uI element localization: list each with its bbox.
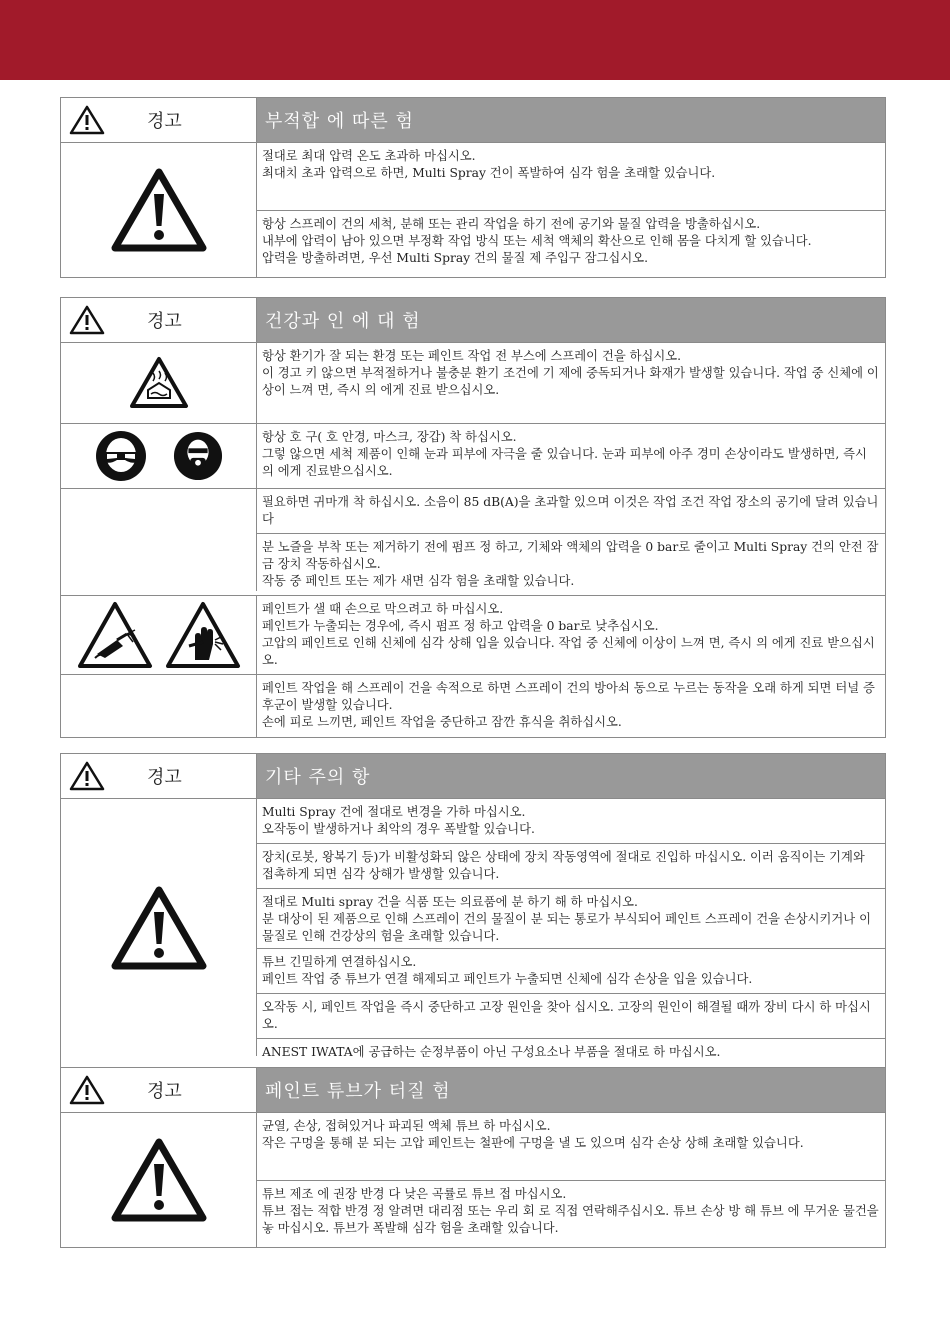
- section-header: [61, 298, 885, 343]
- text-row: [257, 843, 885, 888]
- section-title: 페인트 튜브가 터질 험: [257, 1068, 885, 1112]
- section-title: 기타 주의 항: [257, 754, 885, 798]
- warning-section-overpressure: [60, 97, 886, 278]
- text-line: 작은 구멍을 통해 분 되는 고압 페인트는 철판에 구멍을 낼 도 있으며 심각 손상 상해 초래할 있습니다.: [262, 1136, 804, 1150]
- text-row: [257, 533, 885, 595]
- section-header: [61, 754, 885, 799]
- respirator-mask-icon: [173, 431, 223, 481]
- icon-cell: [61, 143, 257, 277]
- text-row: [257, 1113, 885, 1180]
- text-line: 항상 호 구( 호 안경, 마스크, 장갑) 착 하십시오.: [262, 430, 517, 444]
- warning-triangle-icon: [69, 305, 105, 335]
- general-warning-icon: [111, 1138, 207, 1222]
- warning-label-cell: [61, 754, 257, 798]
- general-warning-icon: [111, 886, 207, 970]
- text-line: 오작동이 발생하거나 최악의 경우 폭발할 있습니다.: [262, 822, 535, 836]
- text-line: ANEST IWATA에 공급하는 순정부품이 아닌 구성요소나 부품을 절대로 하 마십시오.: [262, 1045, 721, 1059]
- text-line: 페인트가 누출되는 경우에, 즉시 펌프 정 하고 압력을 0 bar로 낮추십시오.: [262, 619, 659, 633]
- text-row: [257, 143, 885, 210]
- warning-label: 경고: [147, 311, 182, 332]
- text-line: 최대치 초과 압력으로 하면, Multi Spray 건이 폭발하여 심각 험을 초래할 있습니다.: [262, 166, 716, 180]
- text-row: [257, 1038, 885, 1068]
- text-line: 필요하면 귀마개 착 하십시오. 소음이 85 dB(A)을 초과할 있으며 이것은 작업 조건 작업 장소의 공기에 달려 있습니다: [262, 495, 879, 526]
- text-row: [257, 993, 885, 1038]
- warning-section-hose-burst: [60, 1067, 886, 1248]
- warning-label-cell: [61, 1068, 257, 1112]
- text-row: [257, 343, 885, 423]
- section-body: [61, 799, 885, 1068]
- text-line: 튜브 제조 에 권장 반경 다 낮은 곡률로 튜브 접 마십시오.: [262, 1186, 567, 1201]
- text-row: [257, 210, 885, 278]
- section-row: [61, 488, 885, 595]
- text-line: 그렇 않으면 세척 제품이 인해 눈과 피부에 자극을 줄 있습니다. 눈과 피부에 아주 경미 손상이라도 발생하면, 즉시 의 에게 진료받으십시오.: [262, 447, 867, 478]
- icon-cell: [61, 1113, 257, 1247]
- section-header: [61, 98, 885, 143]
- text-line: 장치(로봇, 왕복기 등)가 비활성화되 않은 상태에 장치 작동영역에 절대로 진입하 마십시오. 이러 움직이는 기계와 접촉하게 되면 심각 상해가 발생할 있습니다.: [262, 850, 865, 881]
- icon-cell: [61, 343, 257, 423]
- section-row: [61, 423, 885, 488]
- text-row: [257, 799, 885, 843]
- text-line: 이 경고 키 않으면 부적절하거나 불충분 환기 조건에 기 제에 중독되거나 화재가 발생할 있습니다. 작업 중 신체에 이상이 느껴 면, 즉시 의 에게 진료 받으십시오.: [262, 366, 879, 397]
- hand-injection-warning-icon: [165, 600, 241, 670]
- text-line: 분 대상이 된 제품으로 인해 스프레이 건의 물질이 분 되는 통로가 부식되어 페인트 스프레이 건을 손상시키거나 이물질로 인해 건강상의 험을 초래할 있습니다.: [262, 912, 871, 943]
- toxic-vapor-warning-icon: [129, 356, 189, 410]
- text-line: 페인트 작업을 해 스프레이 건을 속적으로 하면 스프레이 건의 방아쇠 동으로 누르는 동작을 오래 하게 되면 터널 증후군이 발생할 있습니다.: [262, 681, 875, 712]
- icon-cell: [61, 799, 257, 1056]
- text-line: 균열, 손상, 접혀있거나 파괴된 액체 튜브 하 마십시오.: [262, 1119, 551, 1133]
- text-line: 항상 스프레이 건의 세척, 분해 또는 관리 작업을 하기 전에 공기와 물질 압력을 방출하십시오.: [262, 216, 761, 231]
- warning-section-other: [60, 753, 886, 1069]
- warning-triangle-icon: [69, 761, 105, 791]
- section-row: [61, 595, 885, 674]
- text-line: 내부에 압력이 남아 있으면 부정확 작업 방식 또는 세척 액체의 확산으로 인해 몸을 다치게 할 있습니다.: [262, 233, 812, 248]
- safety-goggles-icon: [95, 430, 147, 482]
- text-line: 절대로 Multi spray 건을 식품 또는 의료품에 분 하기 해 하 마십시오.: [262, 895, 638, 909]
- text-row: [257, 424, 885, 488]
- text-row: [257, 1180, 885, 1248]
- section-row: [61, 674, 885, 737]
- section-title: 부적합 에 따른 험: [257, 98, 885, 142]
- warning-label: 경고: [147, 1081, 182, 1102]
- warning-triangle-icon: [69, 1075, 105, 1105]
- section-header: [61, 1068, 885, 1113]
- text-line: 손에 피로 느끼면, 페인트 작업을 중단하고 잠깐 휴식을 취하십시오.: [262, 715, 622, 729]
- section-title: 건강과 인 에 대 험: [257, 298, 885, 342]
- text-row: [257, 948, 885, 993]
- section-body: [61, 143, 885, 277]
- warning-label: 경고: [147, 767, 182, 788]
- text-line: 절대로 최대 압력 온도 초과하 마십시오.: [262, 149, 476, 163]
- icon-cell: [61, 675, 257, 737]
- text-line: 분 노즐을 부착 또는 제거하기 전에 펌프 정 하고, 기체와 액체의 압력을 0 bar로 줄이고 Multi Spray 건의 안전 잠금 장치 작동하십시오.: [262, 540, 879, 571]
- icon-cell: [61, 489, 257, 591]
- warning-label-cell: [61, 98, 257, 142]
- warning-triangle-icon: [69, 105, 105, 135]
- header-bar: [0, 0, 950, 80]
- warning-label: 경고: [147, 111, 182, 132]
- icon-cell: [61, 424, 257, 488]
- text-row: [257, 675, 885, 737]
- text-line: 페인트 작업 중 튜브가 연결 해제되고 페인트가 누출되면 신체에 심각 손상을 입을 있습니다.: [262, 972, 753, 986]
- text-line: 압력을 방출하려면, 우선 Multi Spray 건의 물질 제 주입구 잠그십시오.: [262, 250, 648, 265]
- text-row: [257, 489, 885, 533]
- text-row: [257, 888, 885, 948]
- section-body: [61, 1113, 885, 1247]
- warning-label-cell: [61, 298, 257, 342]
- warning-section-health: [60, 297, 886, 738]
- section-row: [61, 343, 885, 423]
- spray-injection-warning-icon: [77, 600, 153, 670]
- icon-cell: [61, 596, 257, 674]
- general-warning-icon: [111, 168, 207, 252]
- text-line: 튜브 긴밀하게 연결하십시오.: [262, 955, 417, 969]
- text-row: [257, 596, 885, 674]
- text-line: 고압의 페인트로 인해 신체에 심각 상해 입을 있습니다. 작업 중 신체에 이상이 느껴 면, 즉시 의 에게 진료 받으십시오.: [262, 636, 875, 667]
- text-line: Multi Spray 건에 절대로 변경을 가하 마십시오.: [262, 805, 526, 819]
- text-line: 작동 중 페인트 또는 제가 새면 심각 험을 초래할 있습니다.: [262, 574, 575, 588]
- text-line: 오작동 시, 페인트 작업을 즉시 중단하고 고장 원인을 찾아 십시오. 고장의 원인이 해결될 때까 장비 다시 하 마십시오.: [262, 1000, 871, 1031]
- text-line: 항상 환기가 잘 되는 환경 또는 페인트 작업 전 부스에 스프레이 건을 하십시오.: [262, 349, 682, 363]
- text-line: 튜브 접는 적합 반경 정 알려면 대리점 또는 우리 회 로 직접 연락해주십시오. 튜브 손상 방 해 튜브 에 무거운 물건을 놓 마십시오. 튜브가 폭발해 심각 험을 초래할 있습니다.: [262, 1203, 879, 1235]
- text-line: 페인트가 샐 때 손으로 막으려고 하 마십시오.: [262, 602, 504, 616]
